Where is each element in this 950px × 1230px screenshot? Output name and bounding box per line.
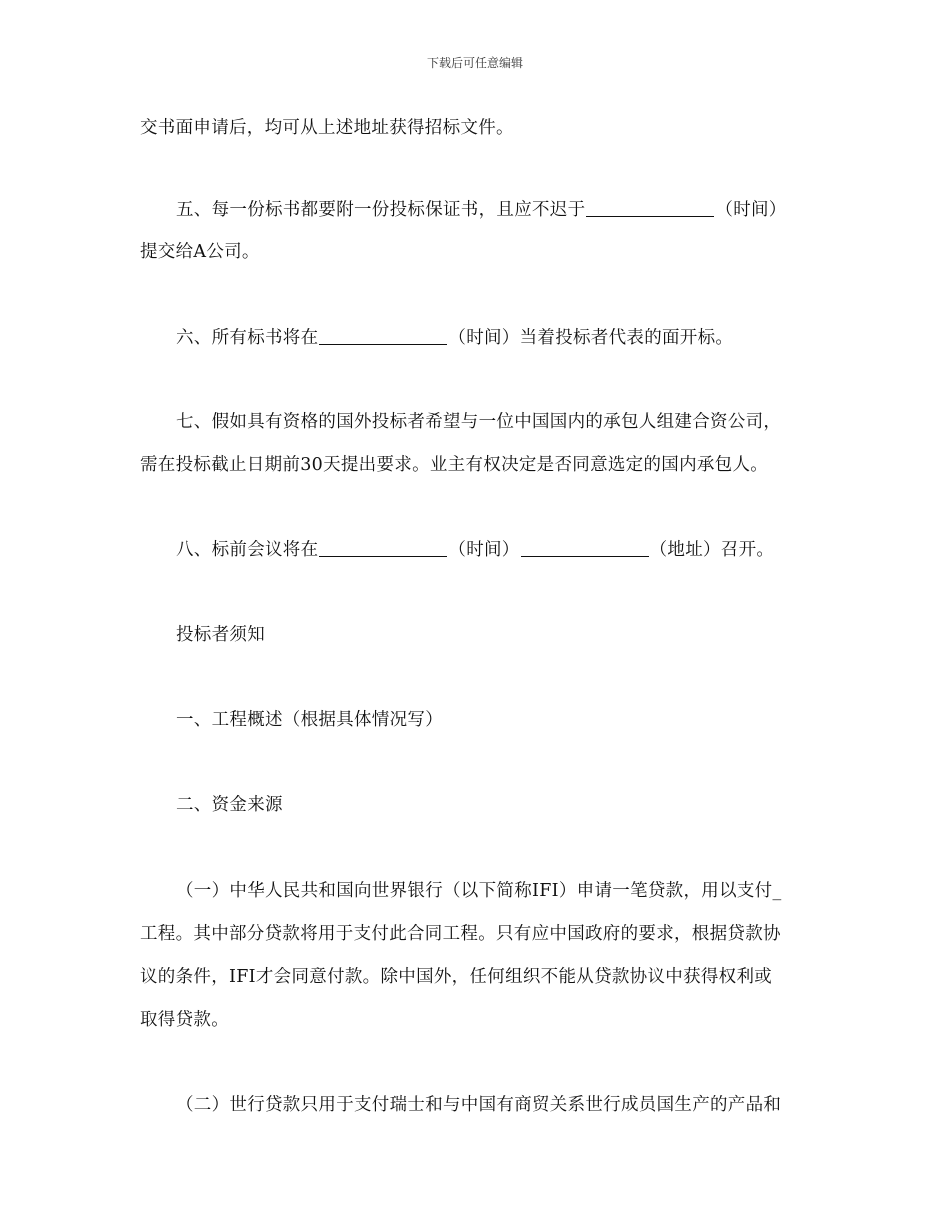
paragraph-text: 六、所有标书将在	[176, 328, 319, 348]
paragraph-line: 交书面申请后，均可从上述地址获得招标文件。	[140, 118, 514, 138]
paragraph-text: （地址）召开。	[649, 540, 775, 560]
section-2-2-line-1: （二）世行贷款只用于支付瑞士和与中国有商贸关系世行成员国生产的产品和	[176, 1095, 782, 1115]
paragraph-text: （时间）	[715, 200, 787, 220]
fill-in-blank-time[interactable]	[319, 538, 447, 557]
fill-in-blank-time[interactable]	[319, 326, 447, 345]
paragraph-5-line-1	[176, 198, 787, 222]
section-2-1-line-3: 议的条件，IFI才会同意付款。除中国外，任何组织不能从贷款协议中获得权利或	[140, 967, 773, 987]
paragraph-8	[176, 538, 774, 562]
page-header: 下载后可任意编辑	[426, 56, 523, 70]
fill-in-blank-address[interactable]	[521, 538, 649, 557]
section-2-1-line-4: 取得贷款。	[140, 1010, 229, 1030]
section-2-1-line-2: 工程。其中部分贷款将用于支付此合同工程。只有应中国政府的要求，根据贷款协	[140, 924, 781, 944]
paragraph-6	[176, 326, 733, 350]
paragraph-5-line-2: 提交给A公司。	[140, 242, 260, 262]
paragraph-text: 五、每一份标书都要附一份投标保证书，且应不迟于	[176, 200, 586, 220]
fill-in-blank-time[interactable]	[586, 198, 714, 217]
paragraph-7-line-2: 需在投标截止日期前30天提出要求。业主有权决定是否同意选定的国内承包人。	[140, 455, 769, 475]
paragraph-7-line-1: 七、假如具有资格的国外投标者希望与一位中国国内的承包人组建合资公司，	[176, 412, 782, 432]
section-heading-bidder-notice: 投标者须知	[176, 625, 265, 645]
section-2-1-line-1: （一）中华人民共和国向世界银行（以下简称IFI）申请一笔贷款，用以支付_	[176, 881, 782, 901]
section-2-heading: 二、资金来源	[176, 795, 283, 815]
paragraph-text: 八、标前会议将在	[176, 540, 319, 560]
paragraph-text: （时间）	[448, 540, 520, 560]
section-1-heading: 一、工程概述（根据具体情况写）	[176, 710, 443, 730]
paragraph-text: （时间）当着投标者代表的面开标。	[448, 328, 734, 348]
